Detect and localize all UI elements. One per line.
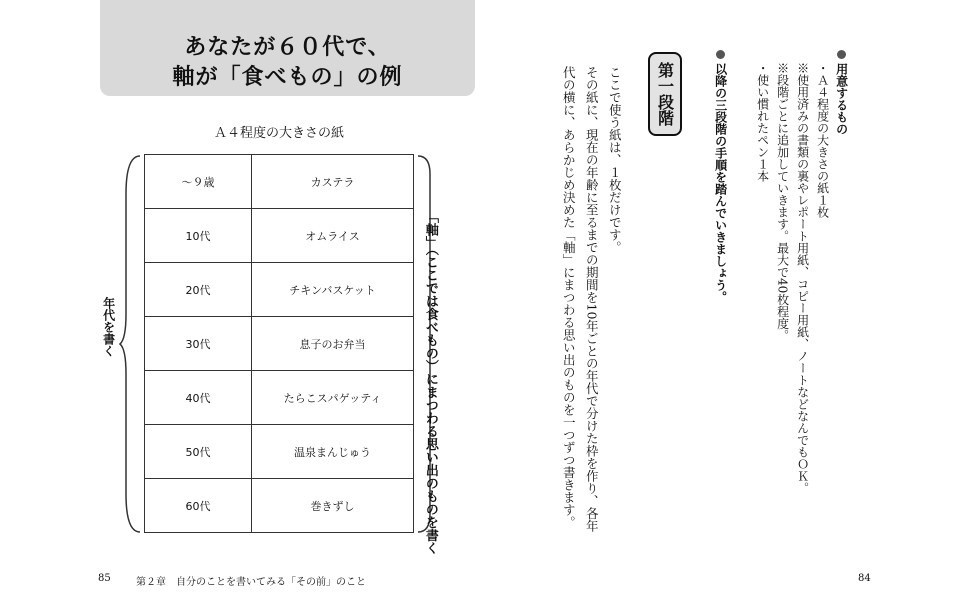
prep-item-1: ・Ａ４程度の大きさの紙１枚 [815, 62, 830, 218]
body-line-3: 代の横に、あらかじめ決めた「軸」にまつわる思い出のものを一つずつ書きます。 [561, 66, 577, 529]
age-cell: 50代 [145, 425, 252, 479]
age-cell: 30代 [145, 317, 252, 371]
table-row [145, 263, 414, 317]
age-cell: 60代 [145, 479, 252, 533]
age-cell: 10代 [145, 209, 252, 263]
bullet-icon [716, 50, 725, 59]
step-badge: 第一段階 [648, 52, 682, 136]
title-line-2: 軸が「食べもの」の例 [172, 65, 403, 90]
body-line-2: その紙に、現在の年齢に至るまでの期間を10年ごとの年代で分けた枠を作り、各年 [584, 66, 600, 532]
table-row [145, 209, 414, 263]
item-cell: 巻きずし [252, 479, 414, 533]
age-cell: 〜９歳 [145, 155, 252, 209]
item-cell: オムライス [252, 209, 414, 263]
left-annotation: 年代を書く [101, 297, 116, 357]
table-caption: Ａ４程度の大きさの紙 [213, 126, 344, 141]
table-row [145, 317, 414, 371]
right-page-number: 84 [858, 573, 871, 584]
table-row [145, 371, 414, 425]
left-page-number: 85 [98, 573, 111, 584]
item-cell: 息子のお弁当 [252, 317, 414, 371]
prep-item-3: ※段階ごとに追加していきます。最大で40枚程度。 [775, 62, 790, 342]
age-cell: 40代 [145, 371, 252, 425]
procedure-heading-block [712, 50, 728, 303]
item-cell: たらこスパゲッティ [252, 371, 414, 425]
left-brace [118, 154, 142, 534]
item-cell: 温泉まんじゅう [252, 425, 414, 479]
item-cell: カステラ [252, 155, 414, 209]
table-row [145, 425, 414, 479]
prep-heading-block [833, 50, 849, 135]
body-line-1: ここで使う紙は、１枚だけです。 [607, 66, 623, 254]
prep-item-2: ※使用済みの書類の裏やレポート用紙、コピー用紙、ノートなどなんでもＯＫ。 [795, 62, 810, 494]
item-cell: チキンバスケット [252, 263, 414, 317]
age-food-table [144, 154, 414, 533]
title-line-1: あなたが６０代で、 [184, 35, 391, 60]
bullet-icon [837, 50, 846, 59]
procedure-heading: 以降の三段階の手順を踏んでいきましょう。 [713, 63, 728, 304]
title-box [100, 0, 475, 96]
prep-item-4: ・使い慣れたペン１本 [755, 62, 770, 182]
right-annotation: 「軸」（ここでは食べもの）にまつわる思い出のものを書く [422, 210, 438, 555]
table-row [145, 155, 414, 209]
chapter-title: 第２章 自分のことを書いてみる「その前」のこと [136, 577, 366, 588]
table-row [145, 479, 414, 533]
prep-heading: 用意するもの [834, 63, 849, 136]
age-cell: 20代 [145, 263, 252, 317]
